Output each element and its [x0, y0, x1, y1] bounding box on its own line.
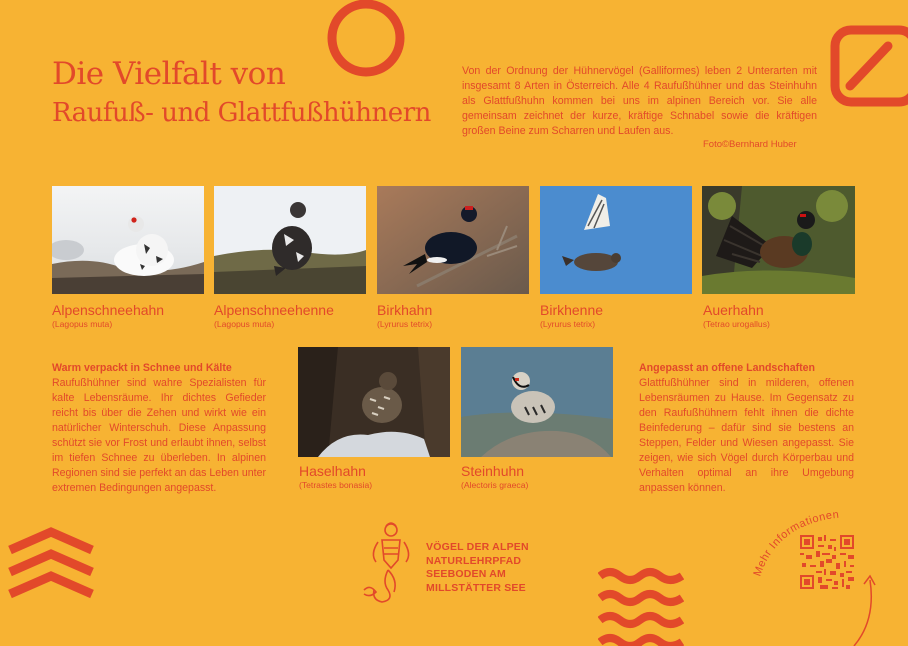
arrow-curve-decoration [848, 570, 882, 646]
right-text-block [639, 361, 854, 496]
bird-latin-6: (Tetrastes bonasia) [299, 480, 373, 490]
bird-latin-3: (Lyrurus tetrix) [377, 319, 433, 329]
org-line-4: MILLSTÄTTER SEE [426, 581, 526, 594]
more-info-text: Mehr Informationen [751, 508, 841, 578]
right-body: Glattfußhühner sind in milderen, offenen Lebensräumen zu Hause. Im Gegensatz zu den Raufußhühnern fehlt ihnen die dichte Beinfederung – dafür sind sie bestens an Steppen, Felder und Wiesen angepasst. Sie zeigen, wie sich Vögel durch Körperbau und Verhalten optimal an ihre Umgebung anpassen können. [639, 377, 854, 494]
bird-latin-7: (Alectoris graeca) [461, 480, 529, 490]
org-line-2: NATURLEHRPFAD [426, 554, 522, 567]
waves-decoration [598, 566, 684, 646]
chevrons-decoration [8, 526, 94, 610]
bird-latin-5: (Tetrao urogallus) [703, 319, 770, 329]
right-heading: Angepasst an offene Landschaften [639, 362, 816, 374]
photo-auerhahn [702, 186, 855, 294]
photo-alpenschneehahn [52, 186, 204, 294]
bird-name-4: Birkhenne [540, 302, 604, 318]
slash-square-decoration [828, 24, 908, 108]
bird-name-1: Alpenschneehahn [52, 302, 165, 318]
org-line-1: VÖGEL DER ALPEN [426, 541, 529, 553]
title-line-1: Die Vielfalt von [52, 56, 286, 92]
bird-name-6: Haselhahn [299, 463, 366, 479]
photo-birkhenne [540, 186, 692, 294]
photo-alpenschneehenne [214, 186, 366, 294]
photo-birkhahn [377, 186, 529, 294]
bird-name-2: Alpenschneehenne [214, 302, 334, 318]
intro-paragraph: Von der Ordnung der Hühnervögel (Galliformes) leben 2 Unterarten mit insgesamt 8 Arten in Österreich. Alle 4 Raufußhühner und das Steinhuhn als Glattfußhuhn kommen bei uns im alpinen Bereich vor. Sie alle gemeinsam zeichnet der kurze, kräftige Schnabel sowie die kräftigen großen Beine zum Scharren und Laufen aus. [462, 65, 817, 137]
org-line-3: SEEBODEN AM [426, 568, 506, 580]
organization-name [426, 541, 529, 595]
title-line-2: Raufuß- und Glattfußhühnern [52, 97, 431, 128]
bird-name-3: Birkhahn [377, 302, 433, 318]
left-text-block [52, 361, 266, 496]
bird-latin-1: (Lagopus muta) [52, 319, 113, 329]
photo-haselhahn [298, 347, 450, 457]
qr-code[interactable] [800, 535, 854, 589]
left-heading: Warm verpackt in Schnee und Kälte [52, 362, 232, 374]
mermaid-logo [358, 520, 420, 606]
bird-name-7: Steinhuhn [461, 463, 525, 479]
bird-latin-4: (Lyrurus tetrix) [540, 319, 596, 329]
bird-latin-2: (Lagopus muta) [214, 319, 275, 329]
photo-credit: Foto©Bernhard Huber [703, 139, 797, 150]
left-body: Raufußhühner sind wahre Spezialisten für kalte Lebensräume. Ihr dichtes Gefieder reicht bis über die Zehen und wirkt wie ein natürlicher Winterschuh. Diese Anpassung schützt sie vor Frost und erlaubt ihnen, selbst im tiefen Schnee zu überleben. In alpinen Regionen sind sie perfekt an das Leben unter extremen Bedingungen angepasst. [52, 377, 266, 494]
photo-steinhuhn [461, 347, 613, 457]
bird-name-5: Auerhahn [703, 302, 764, 318]
page-title [52, 56, 431, 130]
